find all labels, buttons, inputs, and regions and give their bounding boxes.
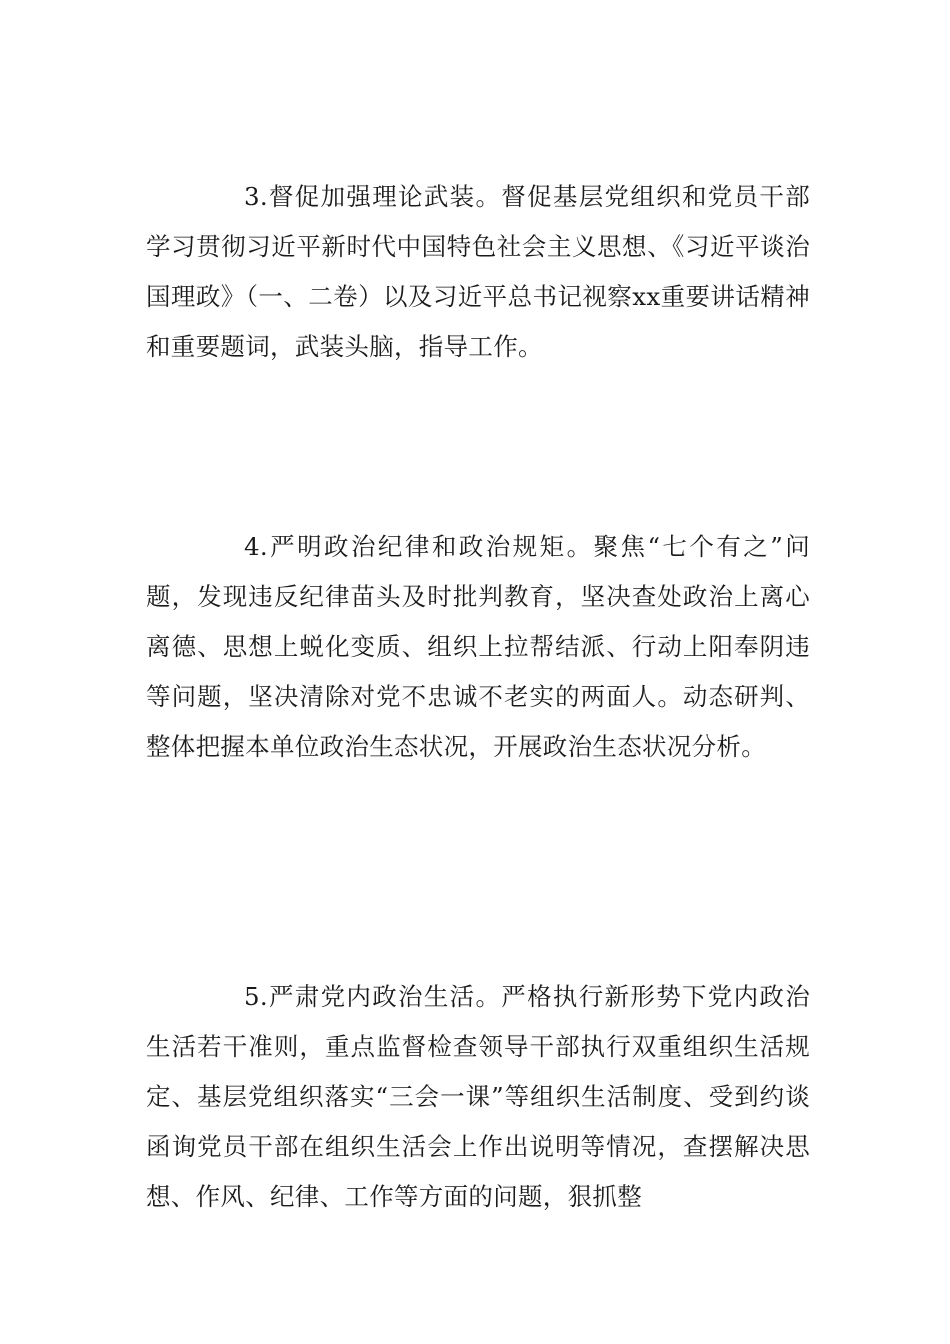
paragraph-item-3: 3.督促加强理论武装。督促基层党组织和党员干部学习贯彻习近平新时代中国特色社会主义思想、《习近平谈治国理政》（一、二卷）以及习近平总书记视察xx重要讲话精神和重要题词，武装头脑，指导工作。 — [146, 182, 810, 361]
paragraph-item-4: 4.严明政治纪律和政治规矩。聚焦“七个有之”问题，发现违反纪律苗头及时批判教育，坚决查处政治上离心离德、思想上蜕化变质、组织上拉帮结派、行动上阳奉阴违等问题，坚决清除对党不忠诚不老实的两面人。动态研判、整体把握本单位政治生态状况，开展政治生态状况分析。 — [146, 532, 810, 761]
paragraph-item-5: 5.严肃党内政治生活。严格执行新形势下党内政治生活若干准则，重点监督检查领导干部执行双重组织生活规定、基层党组织落实“三会一课”等组织生活制度、受到约谈函询党员干部在组织生活会上作出说明等情况，查摆解决思想、作风、纪律、工作等方面的问题，狠抓整 — [146, 982, 810, 1211]
